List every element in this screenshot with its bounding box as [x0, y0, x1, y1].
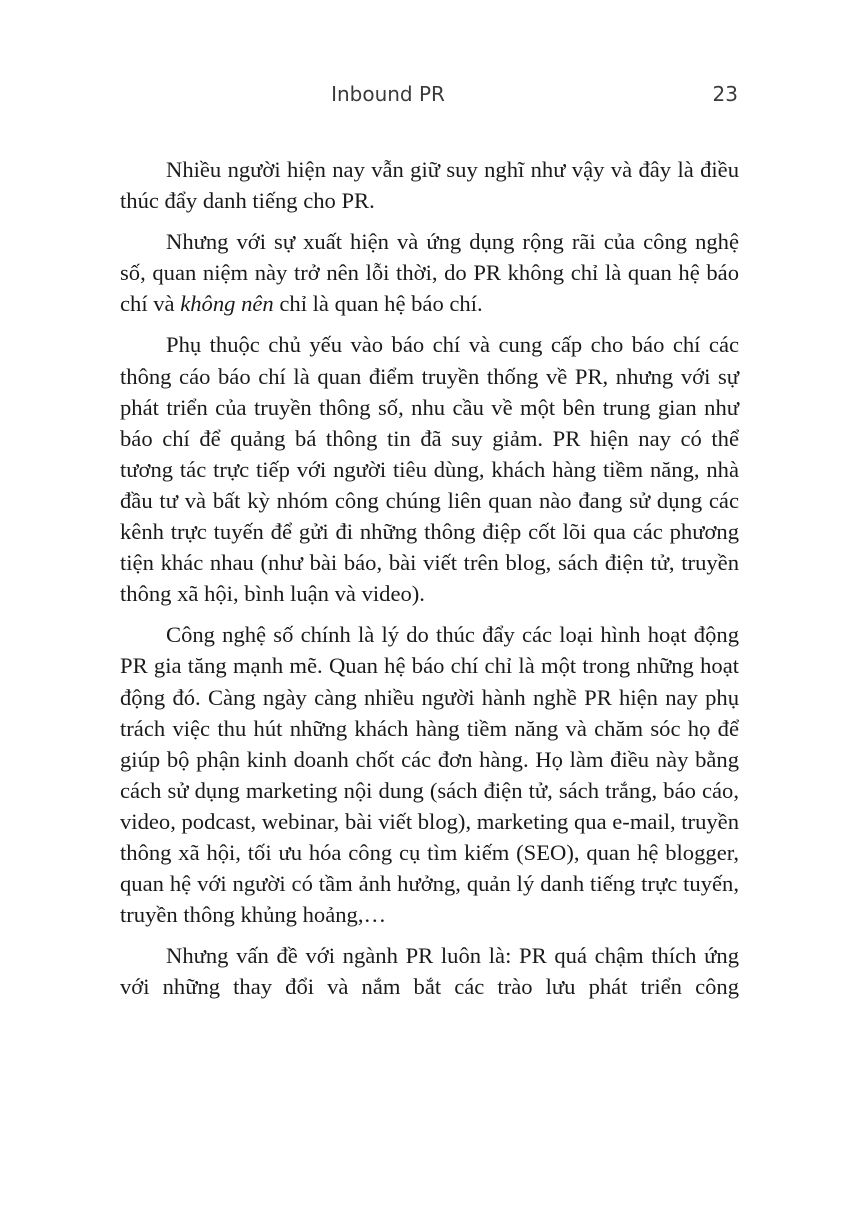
paragraph-5: Nhưng vấn đề với ngành PR luôn là: PR quá chậm thích ứng với những thay đổi và nắm bắt các trào lưu phát triển công [120, 943, 739, 1000]
paragraph-2 [120, 226, 739, 319]
paragraph-3: Phụ thuộc chủ yếu vào báo chí và cung cấp cho báo chí các thông cáo báo chí là quan điểm truyền thống về PR, nhưng với sự phát triển của truyền thông số, nhu cầu về một bên trung gian như báo chí để quảng bá thông tin đã suy giảm. PR hiện nay có thể tương tác trực tiếp với người tiêu dùng, khách hàng tiềm năng, nhà đầu tư và bất kỳ nhóm công chúng liên quan nào đang sử dụng các kênh trực tuyến để gửi đi những thông điệp cốt lõi qua các phương tiện khác nhau (như bài báo, bài viết trên blog, sách điện tử, truyền thông xã hội, bình luận và video). [120, 332, 739, 607]
page-number: 23 [712, 82, 738, 106]
paragraph-1: Nhiều người hiện nay vẫn giữ suy nghĩ như vậy và đây là điều thúc đẩy danh tiếng cho PR. [120, 157, 739, 214]
paragraph-2-text-after: chỉ là quan hệ báo chí. [273, 291, 483, 317]
paragraph-4: Công nghệ số chính là lý do thúc đẩy các loại hình hoạt động PR gia tăng mạnh mẽ. Quan hệ báo chí chỉ là một trong những hoạt động đó. Càng ngày càng nhiều người hành nghề PR hiện nay phụ trách việc thu hút những khách hàng tiềm năng và chăm sóc họ để giúp bộ phận kinh doanh chốt các đơn hàng. Họ làm điều này bằng cách sử dụng marketing nội dung (sách điện tử, sách trắng, báo cáo, video, podcast, webinar, bài viết blog), marketing qua e-mail, truyền thông xã hội, tối ưu hóa công cụ tìm kiếm (SEO), quan hệ blogger, quan hệ với người có tầm ảnh hưởng, quản lý danh tiếng trực tuyến, truyền thông khủng hoảng,… [120, 622, 739, 928]
paragraph-2-emphasis: không nên [180, 291, 274, 317]
body-text [120, 154, 739, 1012]
running-title: Inbound PR [331, 82, 445, 106]
running-header [120, 82, 738, 112]
paragraph-2-text-before: Nhưng với sự xuất hiện và ứng dụng rộng rãi của công nghệ số, quan niệm này trở nên lỗi thời, do PR không chỉ là quan hệ báo chí và [120, 229, 739, 317]
